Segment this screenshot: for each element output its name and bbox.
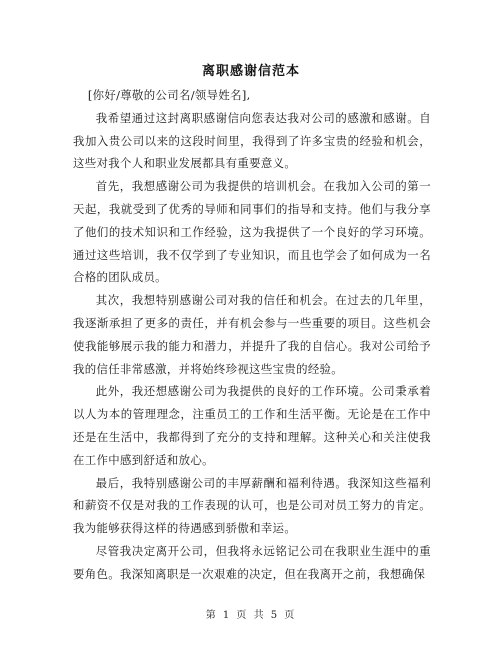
paragraph: 首先，我想感谢公司为我提供的培训机会。在我加入公司的第一天起，我就受到了优秀的导师和同事们的指导和支持。他们与我分享了他们的技术知识和工作经验，这为我提供了一个良好的学习环境。通过这些培训，我不仅学到了专业知识，而且也学会了如何成为一名合格的团队成员。 bbox=[73, 179, 431, 285]
salutation: [你好/尊敬的公司名/领导姓名], bbox=[87, 88, 251, 102]
page-number-footer: 第 1 页 共 5 页 bbox=[205, 610, 297, 621]
paragraph: 我希望通过这封离职感谢信向您表达我对公司的感激和感谢。自我加入贵公司以来的这段时间里，我得到了许多宝贵的经验和机会，这些对我个人和职业发展都具有重要意义。 bbox=[73, 110, 431, 171]
document-body bbox=[73, 84, 431, 586]
paragraph: 尽管我决定离开公司，但我将永远铭记公司在我职业生涯中的重要角色。我深知离职是一次艰难的决定，但在我离开之前，我想确保 bbox=[73, 543, 431, 581]
paragraph: 此外，我还想感谢公司为我提供的良好的工作环境。公司秉承着以人为本的管理理念，注重员工的工作和生活平衡。无论是在工作中还是在生活中，我都得到了充分的支持和理解。这种关心和关注使我在工作中感到舒适和放心。 bbox=[73, 384, 431, 467]
paragraph: 最后，我特别感谢公司的丰厚薪酬和福利待遇。我深知这些福利和薪资不仅是对我的工作表现的认可，也是公司对员工努力的肯定。我为能够获得这样的待遇感到骄傲和幸运。 bbox=[73, 475, 431, 536]
document-title: 离职感谢信范本 bbox=[201, 64, 300, 79]
paragraph: 其次，我想特别感谢公司对我的信任和机会。在过去的几年里，我逐渐承担了更多的责任，并有机会参与一些重要的项目。这些机会使我能够展示我的能力和潜力，并提升了我的自信心。我对公司给予我的信任非常感激，并将始终珍视这些宝贵的经验。 bbox=[73, 293, 431, 376]
